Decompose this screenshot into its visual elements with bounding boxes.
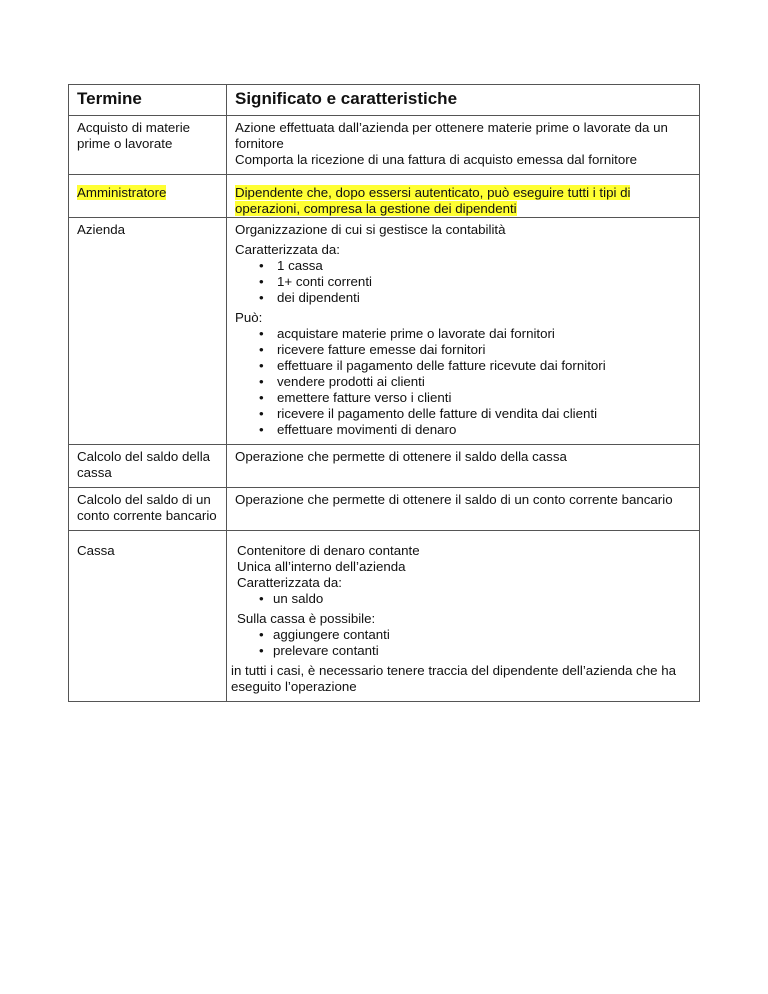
list-item: • dei dipendenti (277, 290, 693, 306)
meaning-cassa (227, 531, 700, 702)
cassa-line-1: Contenitore di denaro contante (237, 543, 420, 558)
list-item: • aggiungere contanti (273, 627, 693, 643)
term-azienda: Azienda (69, 218, 227, 445)
list-item: • effettuare movimenti di denaro (277, 422, 693, 438)
cassa-line-2: Unica all’interno dell’azienda (237, 559, 406, 574)
acquisto-line-1: Azione effettuata dall’azienda per ottenere materie prime o lavorate da un fornitore (235, 120, 668, 151)
list-item: • ricevere fatture emesse dai fornitori (277, 342, 693, 358)
meaning-amministratore: Dipendente che, dopo essersi autenticato, può eseguire tutti i tipi di operazioni, compresa la gestione dei dipendenti (235, 185, 631, 216)
row-azienda (69, 218, 700, 445)
azienda-features-list (235, 258, 693, 306)
meaning-amministratore-cell (227, 175, 700, 218)
row-cassa (69, 531, 700, 702)
list-item: • vendere prodotti ai clienti (277, 374, 693, 390)
list-item: • 1 cassa (277, 258, 693, 274)
azienda-abilities-list (235, 326, 693, 438)
list-item: • 1+ conti correnti (277, 274, 693, 290)
cassa-possibile: Sulla cassa è possibile: (237, 611, 376, 626)
acquisto-line-2: Comporta la ricezione di una fattura di acquisto emessa dal fornitore (235, 152, 638, 167)
row-amministratore (69, 175, 700, 218)
cassa-body (231, 543, 693, 695)
term-amministratore: Amministratore (77, 185, 167, 200)
azienda-intro: Organizzazione di cui si gestisce la contabilità (235, 222, 506, 237)
term-saldo-cassa: Calcolo del saldo della cassa (69, 445, 227, 488)
list-item: • un saldo (273, 591, 693, 607)
azienda-caratterizzata: Caratterizzata da: (235, 242, 340, 257)
meaning-saldo-conto: Operazione che permette di ottenere il saldo di un conto corrente bancario (227, 488, 700, 531)
cassa-caratterizzata: Caratterizzata da: (237, 575, 342, 590)
meaning-acquisto (227, 116, 700, 175)
cassa-note: in tutti i casi, è necessario tenere traccia del dipendente dell’azienda che ha eseguito l’operazione (231, 663, 676, 694)
azienda-puo: Può: (235, 310, 263, 325)
list-item: • prelevare contanti (273, 643, 693, 659)
row-acquisto (69, 116, 700, 175)
list-item: • ricevere il pagamento delle fatture di vendita dai clienti (277, 406, 693, 422)
row-saldo-conto (69, 488, 700, 531)
meaning-azienda (227, 218, 700, 445)
term-saldo-conto: Calcolo del saldo di un conto corrente bancario (69, 488, 227, 531)
meaning-saldo-cassa: Operazione che permette di ottenere il saldo della cassa (227, 445, 700, 488)
header-meaning: Significato e caratteristiche (227, 85, 700, 116)
list-item: • acquistare materie prime o lavorate dai fornitori (277, 326, 693, 342)
header-row (69, 85, 700, 116)
term-amministratore-cell (69, 175, 227, 218)
header-term: Termine (69, 85, 227, 116)
cassa-actions-list (237, 627, 693, 659)
row-saldo-cassa (69, 445, 700, 488)
term-cassa: Cassa (69, 531, 227, 702)
list-item: • emettere fatture verso i clienti (277, 390, 693, 406)
term-acquisto: Acquisto di materie prime o lavorate (69, 116, 227, 175)
list-item: • effettuare il pagamento delle fatture ricevute dai fornitori (277, 358, 693, 374)
glossary-table (68, 84, 700, 702)
cassa-features-list (237, 591, 693, 607)
